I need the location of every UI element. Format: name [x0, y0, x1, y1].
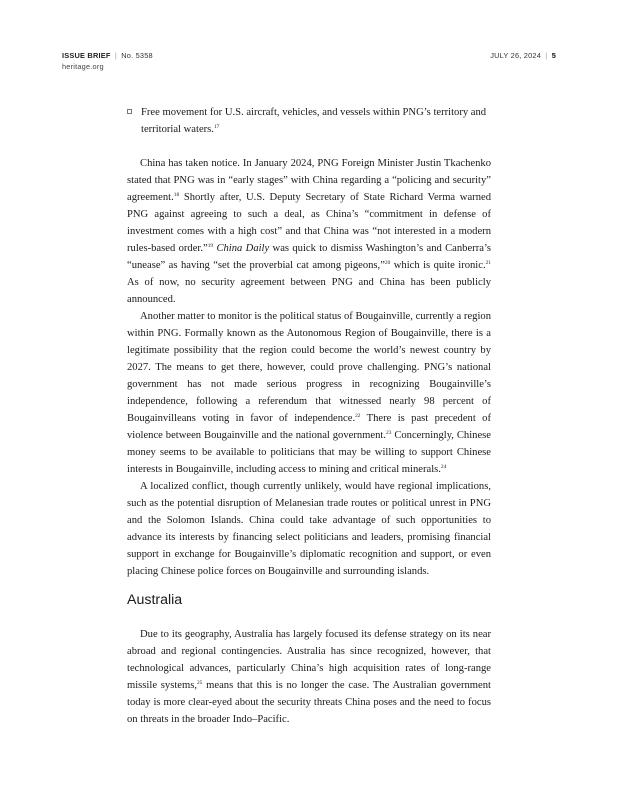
- footnote-ref[interactable]: 19: [207, 243, 214, 249]
- paragraph-china-notice: China has taken notice. In January 2024, PNG Foreign Minister Justin Tkachenko stated that PNG was in “early stages” with China regarding a “policing and security” agreement.$^{18}$ Shortly after, U.S. Deputy Secretary of State Richard Verma warned PNG against agreeing to such a deal, as China’s “commitment in defense of investment comes with a high cost” and that China was “not interested in a modern rules-based order.”$^{19}$ China Daily was quick to dismiss Washington’s and Canberra’s “unease” as having “set the proverbial cat among pigeons,”$^{20}$ which is quite ironic.$^{21}$ As of now, no security agreement between PNG and China has been publicly announced.: [127, 158, 492, 305]
- header-top-row: [62, 51, 556, 60]
- publication-info: [62, 51, 153, 60]
- footnote-ref[interactable]: 22: [355, 413, 361, 419]
- page-number: 5: [551, 51, 556, 60]
- header-separator: |: [114, 51, 117, 60]
- section-heading: Australia: [127, 592, 183, 608]
- series-title: ISSUE BRIEF: [62, 51, 111, 60]
- publication-date: JULY 26, 2024: [490, 51, 542, 60]
- footnote-ref[interactable]: 25: [196, 680, 203, 686]
- publication-name: China Daily: [216, 243, 270, 254]
- footnote-ref[interactable]: 18: [173, 192, 180, 198]
- footnote-ref[interactable]: 17: [213, 124, 220, 130]
- paragraph-australia: Due to its geography, Australia has largely focused its defense strategy on its near abroad and regional contingencies. Australia has since recognized, however, that technological advances, particularly China’s high acquisition rates of long-range missile systems,$^{25}$ means that this is no longer the case. The Australian government today is more clear-eyed about the security threats China poses and the need to focus on threats in the broader Indo–Pacific.: [127, 629, 491, 725]
- footnote-ref[interactable]: 24: [440, 464, 447, 470]
- footnote-ref[interactable]: 21: [485, 260, 491, 266]
- website-link[interactable]: heritage.org: [62, 62, 104, 71]
- bullet-item: [127, 104, 491, 138]
- footnote-ref[interactable]: 20: [384, 260, 391, 266]
- article-body: [127, 104, 491, 728]
- paragraph-localized-conflict: A localized conflict, though currently unlikely, would have regional implications, such as the potential disruption of Melanesian trade routes or political unrest in PNG and the Solomon Islands. China could take advantage of such opportunities to advance its interests by financing select politicians and leaders, promising financial support in exchange for Bougainville’s diplomatic recognition and support, or even placing Chinese police forces on Bougainville and surrounding islands.: [127, 481, 491, 577]
- issue-number: No. 5358: [121, 51, 153, 60]
- page-header: [62, 51, 556, 71]
- bullet-text: Free movement for U.S. aircraft, vehicles, and vessels within PNG’s territory and territorial waters.$^{17}$: [141, 107, 487, 135]
- header-separator-right: |: [545, 51, 548, 60]
- footnote-ref[interactable]: 23: [386, 430, 392, 436]
- date-and-page: [490, 51, 556, 60]
- square-bullet-icon: [127, 109, 132, 114]
- paragraph-bougainville: Another matter to monitor is the political status of Bougainville, currently a region within PNG. Formally known as the Autonomous Region of Bougainville, there is a legitimate possibility that the region could become the world’s newest country by 2027. The means to get there, however, could prove challenging. PNG’s national government has not made serious progress in recognizing Bougainville’s independence, following a referendum that witnessed nearly 98 percent of Bougainvilleans voting in favor of independence.$^{22}$ There is past precedent of violence between Bougainville and the national government.$^{23}$ Concerningly, Chinese money seems to be available to politicians that may be willing to support Chinese interests in Bougainville, including access to mining and critical minerals.$^{24}$: [127, 311, 491, 475]
